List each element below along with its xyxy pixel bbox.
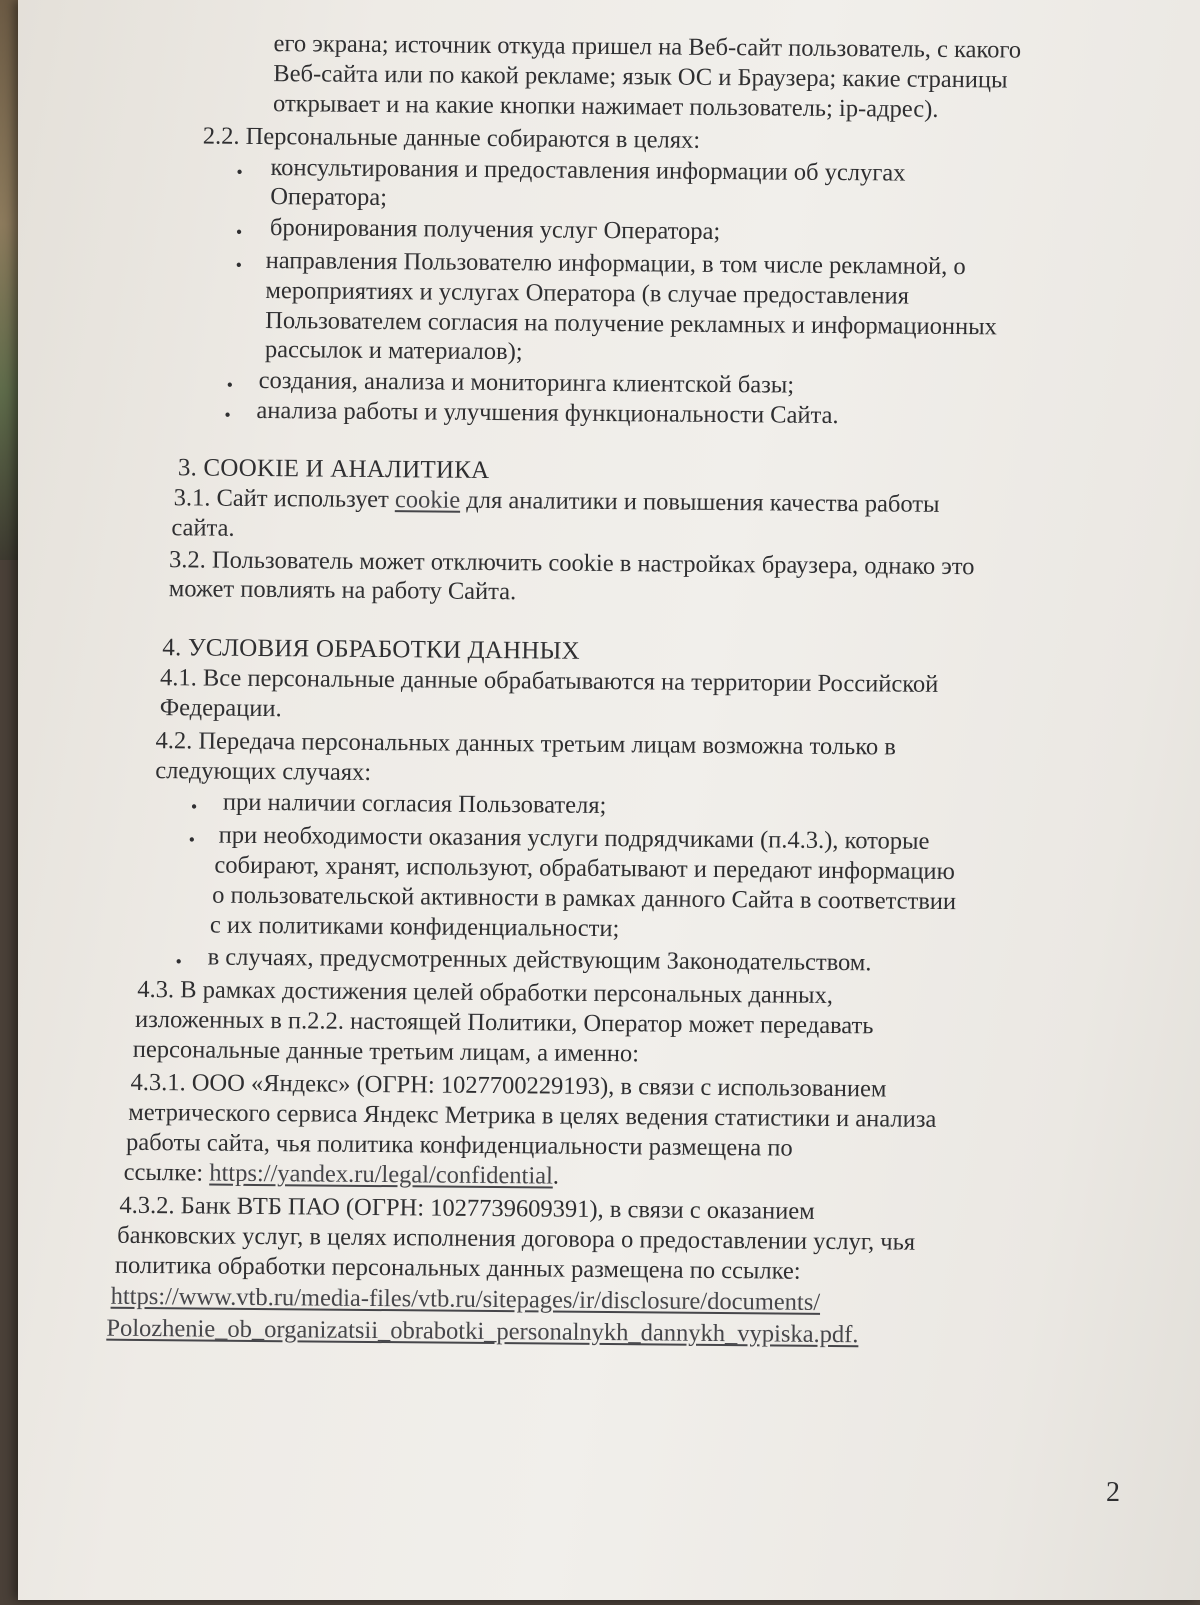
list-item: создания, анализа и мониторинга клиентской базы;: [258, 366, 795, 399]
cookie-link[interactable]: cookie: [394, 486, 461, 514]
list-item: Пользователем согласия на получение рекламных и информационных: [265, 307, 997, 341]
text-line: сайта.: [171, 514, 235, 542]
list-item: о пользовательской активности в рамках данного Сайта в соответствии: [212, 881, 957, 916]
text-line: Федерации.: [159, 694, 282, 723]
paragraph-4-3-2: 4.3.2. Банк ВТБ ПАО (ОГРН: 1027739609391), в связи с оказанием: [119, 1191, 815, 1225]
text-line: изложенных в п.2.2. настоящей Политики, Оператор может передавать: [134, 1005, 874, 1040]
text-line: персональные данные третьим лицам, а именно:: [132, 1035, 640, 1068]
paragraph-4-3: 4.3. В рамках достижения целей обработки персональных данных,: [137, 975, 834, 1009]
vtb-policy-link-continued[interactable]: Polozhenie_ob_organizatsii_obrabotki_personalnykh_dannykh_vypiska.pdf.: [106, 1314, 859, 1349]
text-line: работы сайта, чья политика конфиденциальности размещена по: [125, 1128, 793, 1162]
bullet-icon: •: [175, 951, 182, 972]
text-line: банковских услуг, в целях исполнения договора о предоставлении услуг, чья: [117, 1221, 916, 1256]
list-item: при наличии согласия Пользователя;: [222, 788, 607, 820]
list-item: бронирования получения услуг Оператора;: [269, 214, 721, 245]
text-line: метрического сервиса Яндекс Метрика в целях ведения статистики и анализа: [128, 1098, 937, 1133]
list-item: собирают, хранят, используют, обрабатывают и передают информацию: [214, 851, 956, 886]
bullet-icon: •: [235, 221, 243, 242]
bullet-icon: •: [190, 796, 198, 817]
document-body: [4, 0, 1200, 1605]
text-line: может повлиять на работу Сайта.: [168, 575, 517, 606]
list-item: рассылок и материалов);: [264, 336, 523, 366]
section-2-2-heading: 2.2. Персональные данные собираются в целях:: [202, 122, 701, 154]
bullet-icon: •: [235, 254, 243, 275]
list-item: направления Пользователю информации, в том числе рекламной, о: [265, 247, 966, 281]
list-item: консультирования и предоставления информации об услугах: [270, 154, 906, 187]
paragraph-4-3-1: 4.3.1. ООО «Яндекс» (ОГРН: 1027700229193), в связи с использованием: [130, 1068, 887, 1103]
yandex-privacy-link[interactable]: https://yandex.ru/legal/confidential: [209, 1159, 553, 1190]
paragraph-4-1: 4.1. Все персональные данные обрабатываются на территории Российской: [159, 664, 939, 698]
text-line: следующих случаях:: [155, 757, 372, 786]
text-span: ссылке:: [123, 1158, 210, 1187]
bullet-icon: •: [188, 829, 196, 850]
list-item: при необходимости оказания услуги подрядчиками (п.4.3.), которые: [218, 821, 930, 855]
section-4-heading: 4. УСЛОВИЯ ОБРАБОТКИ ДАННЫХ: [162, 634, 580, 665]
list-item: мероприятиях и услугах Оператора (в случае предоставления: [265, 277, 910, 310]
text-line: открывает и на какие кнопки нажимает пользователь; ip-адрес).: [272, 90, 939, 123]
paragraph-3-1: [174, 483, 940, 519]
section-3-heading: 3. COOKIE И АНАЛИТИКА: [177, 454, 490, 484]
bullet-icon: •: [224, 404, 231, 425]
list-item: Оператора;: [270, 183, 388, 212]
page-number: 2: [1106, 1477, 1120, 1508]
text-span: .: [552, 1162, 560, 1190]
paragraph-4-2: 4.2. Передача персональных данных третьим лицам возможна только в: [155, 727, 897, 761]
bullet-icon: •: [226, 374, 234, 395]
list-item: анализа работы и улучшения функциональности Сайта.: [256, 396, 839, 430]
text-line: Веб-сайта или по какой рекламе; язык ОС и Браузера; какие страницы: [273, 60, 1008, 94]
document-page: [18, 0, 1200, 1600]
text-line: его экрана; источник откуда пришел на Веб-сайт пользователь, с какого: [273, 30, 1022, 64]
bullet-icon: •: [236, 161, 243, 182]
text-span: для аналитики и повышения качества работы: [460, 486, 940, 518]
text-line: [124, 1158, 560, 1191]
vtb-policy-link[interactable]: https://www.vtb.ru/media-files/vtb.ru/sitepages/ir/disclosure/documents/: [110, 1282, 821, 1316]
list-item: в случаях, предусмотренных действующим Законодательством.: [207, 943, 872, 977]
text-span: 3.1. Сайт использует: [173, 484, 396, 514]
paragraph-3-2: 3.2. Пользователь может отключить cookie в настройках браузера, однако это: [168, 546, 975, 581]
list-item: с их политиками конфиденциальности;: [209, 911, 620, 943]
text-line: политика обработки персональных данных размещена по ссылке:: [114, 1251, 801, 1285]
